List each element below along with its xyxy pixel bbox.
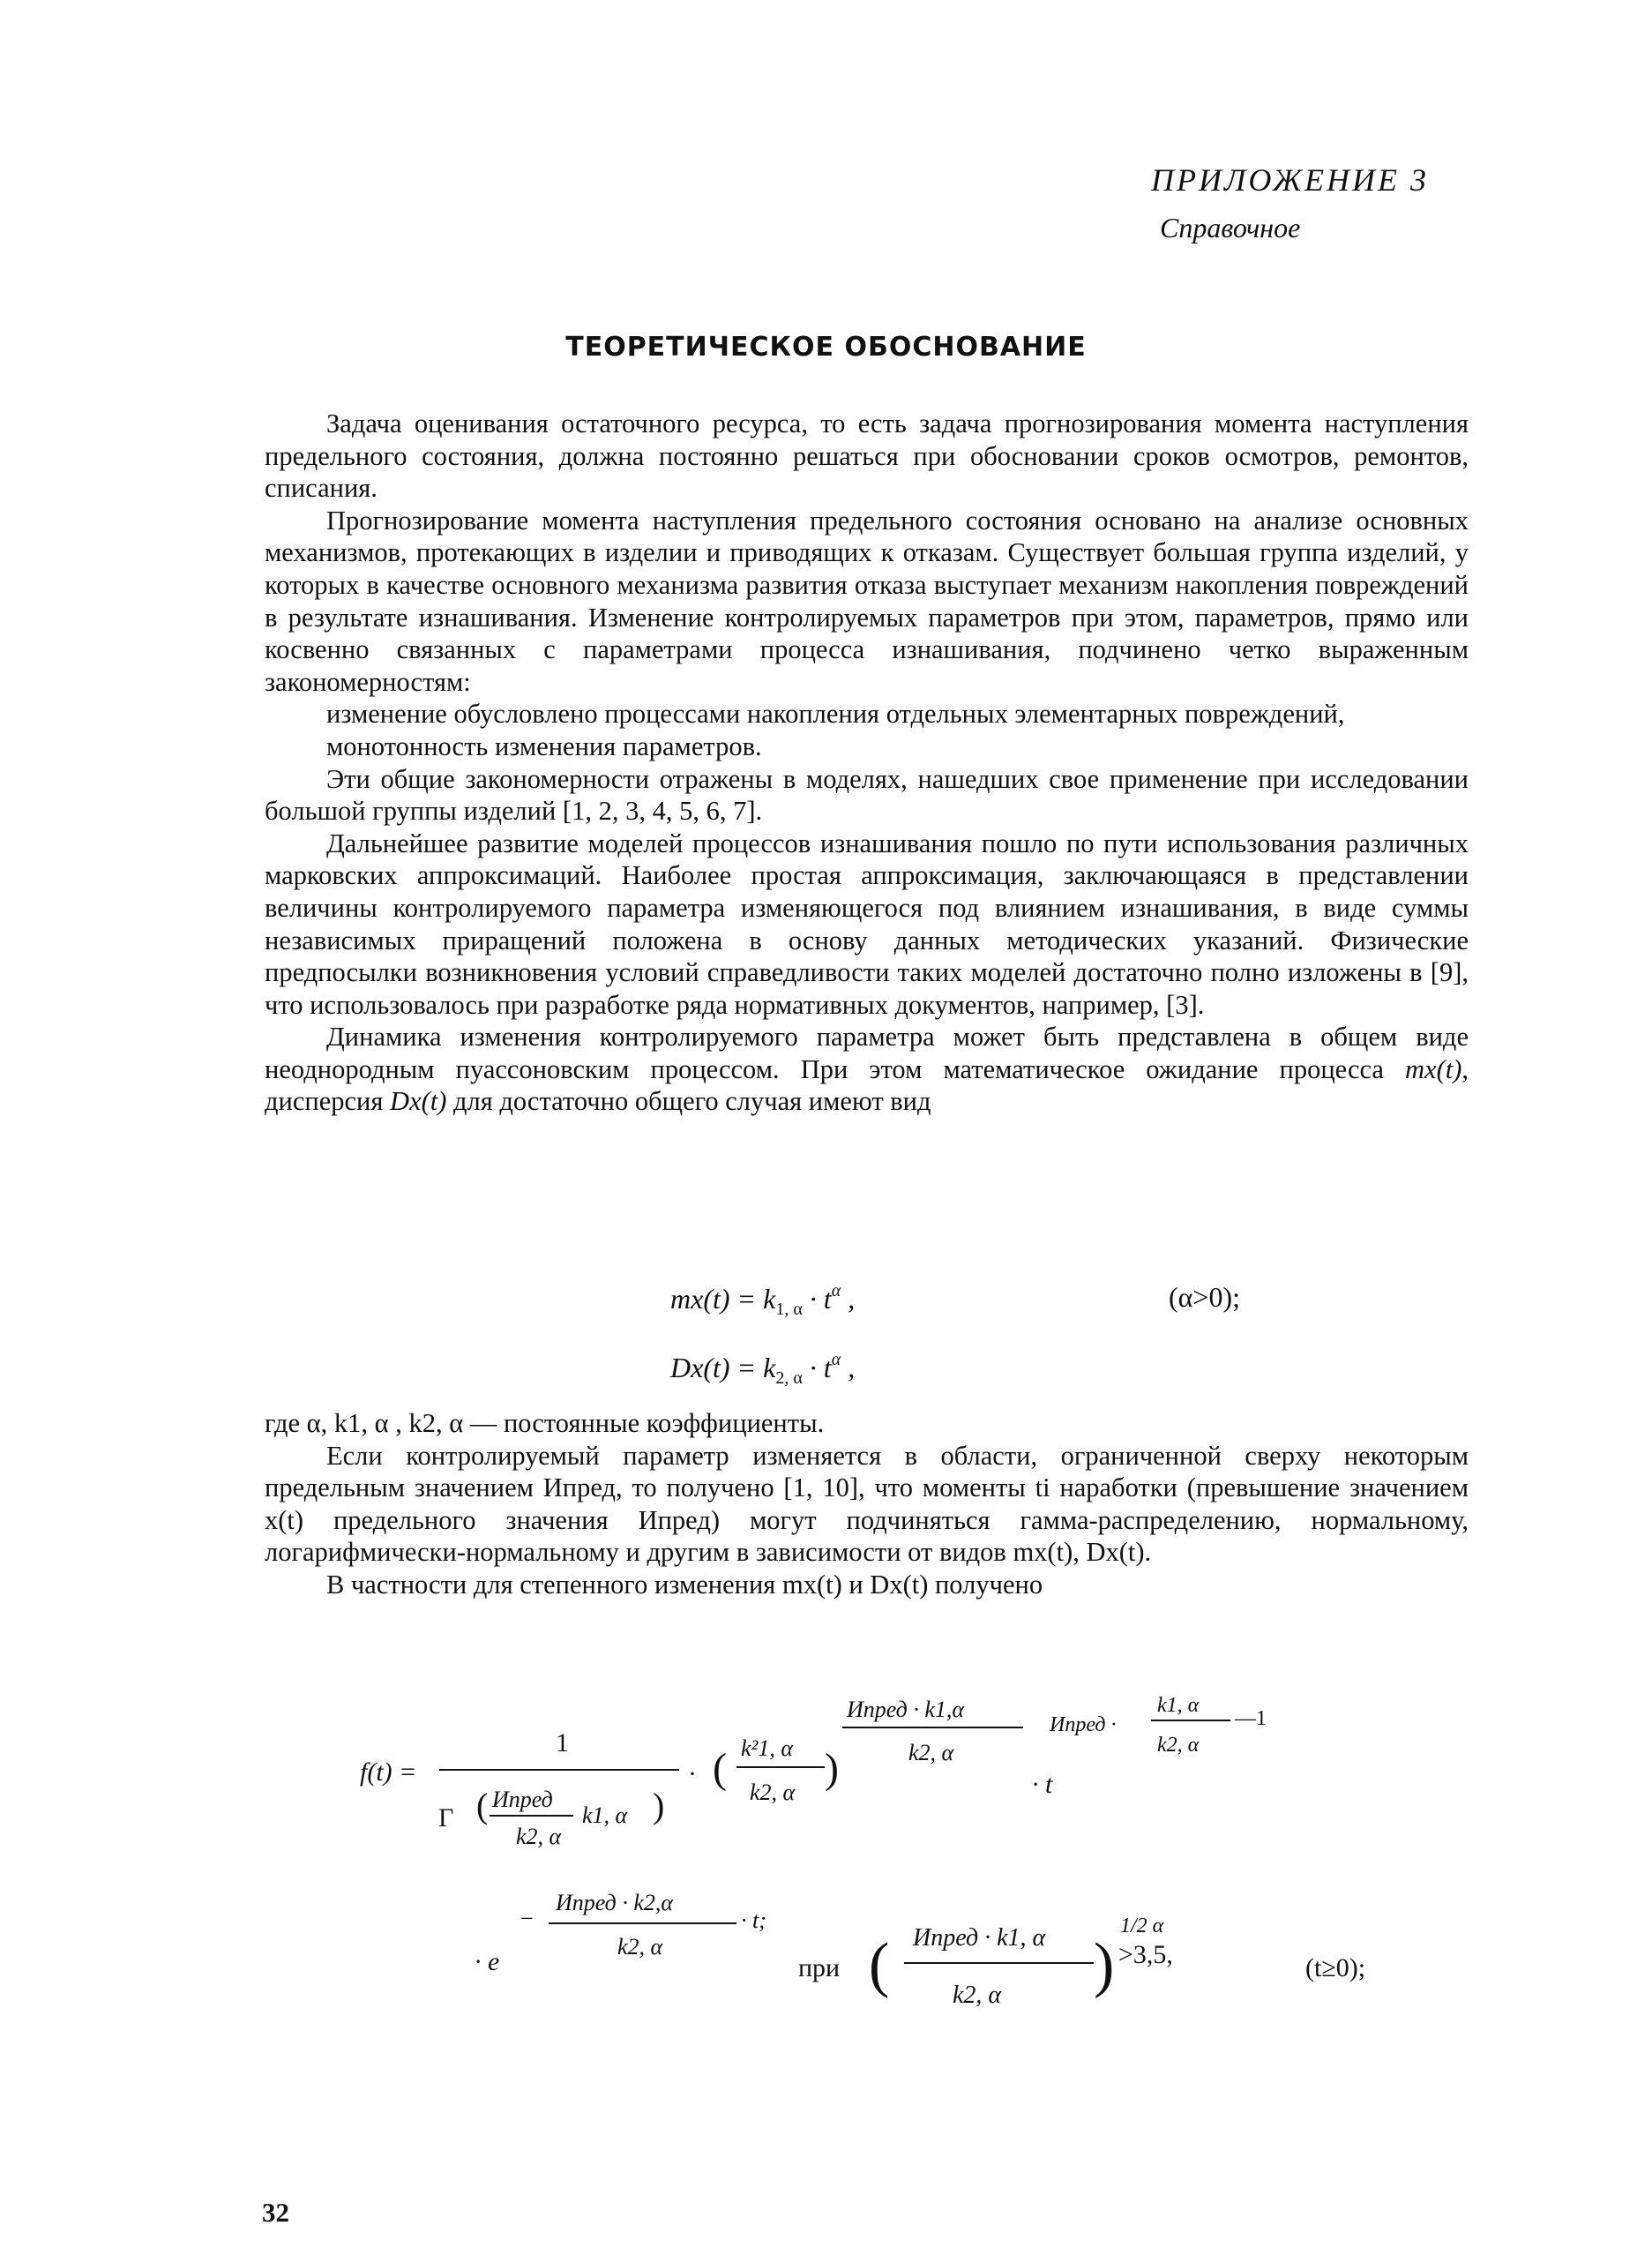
- ipred-exponent: Ипред ·: [1050, 1713, 1117, 1736]
- exponent-denominator: k2, α: [908, 1740, 954, 1765]
- paragraph: Задача оценивания остаточного ресурса, то есть задача прогнозирования момента наступления предельного состояния, должна постоянно решаться при обосновании сроков осмотров, ремонтов, списания.: [265, 408, 1469, 504]
- variance-subscript: 2, α: [775, 1368, 803, 1388]
- cond-numerator: Ипред · k1, α: [913, 1924, 1046, 1952]
- fraction-one: 1: [556, 1728, 569, 1757]
- dynamics-text-1: Динамика изменения контролируемого параметра может быть представлена в общем виде неоднородным пуассоновским процессом. При этом математическое ожидание процесса: [265, 1022, 1469, 1084]
- formula-lhs: f(t) =: [360, 1757, 417, 1787]
- dot-t: · t: [1032, 1770, 1053, 1799]
- list-item: монотонность изменения параметров.: [326, 731, 762, 761]
- dynamics-text-3: для достаточно общего случая имеют вид: [446, 1086, 931, 1117]
- variance-exponent: α: [831, 1350, 841, 1369]
- mean-tail: ,: [841, 1283, 856, 1315]
- left-paren: (: [476, 1786, 489, 1825]
- t-condition: (t≥0);: [1305, 1953, 1366, 1982]
- mean-mid: · t: [802, 1283, 832, 1315]
- paragraph: Прогнозирование момента наступления предельного состояния основано на анализе основных механизмов, протекающих в изделии и приводящих к отказам. Существует большая группа изделий, у которых в качестве основного механизма развития отказа выступает механизм накопления повреждений в результате изнашивания. Изменение контролируемых параметров при этом, параметров, прямо или косвенно связанных с параметрами процесса изнашивания, подчинено четко выраженным закономерностям:: [265, 505, 1469, 697]
- exp2-denominator: k2, α: [617, 1934, 663, 1960]
- k2a-exponent: k2, α: [1157, 1734, 1200, 1757]
- paragraph: Эти общие закономерности отражены в моделях, нашедших свое применение при исследовании большой группы изделий [1, 2, 3, 4, 5, 6, 7].: [265, 763, 1469, 827]
- exp2-numerator: Ипред · k2,α: [556, 1890, 674, 1915]
- mean-lhs: mx(t) = k: [670, 1283, 776, 1315]
- cond-paren-open: (: [869, 1931, 890, 1999]
- minus-one: —1: [1235, 1707, 1267, 1730]
- variance-mid: · t: [802, 1352, 832, 1383]
- dot-e: · e: [475, 1947, 500, 1976]
- pri-word: при: [798, 1953, 841, 1982]
- mean-condition: (α>0);: [1169, 1281, 1241, 1313]
- section-title: ТЕОРЕТИЧЕСКОЕ ОБОСНОВАНИЕ: [565, 332, 1087, 363]
- gamma-symbol: Г: [438, 1803, 454, 1832]
- k1a-squared: k²1, α: [741, 1735, 793, 1761]
- multiply-dot: ·: [688, 1759, 697, 1788]
- list-item: изменение обусловлено процессами накопления отдельных элементарных повреждений,: [326, 699, 1345, 730]
- variance-lhs: Dx(t) = k: [670, 1352, 776, 1383]
- cond-denominator: k2, α: [953, 1982, 1002, 2009]
- k1a-term: k1, α: [582, 1802, 628, 1828]
- dynamics-text-2: , дисперсия: [265, 1053, 1469, 1117]
- right-paren: ): [653, 1786, 665, 1825]
- mean-exponent: α: [831, 1281, 841, 1300]
- variance-symbol: Dx(t): [390, 1086, 447, 1117]
- k2a-denominator: k2, α: [750, 1780, 796, 1805]
- cond-paren-close: ): [1094, 1931, 1115, 1999]
- cond-greater: >3,5,: [1118, 1940, 1173, 1969]
- exp-minus: −: [520, 1906, 534, 1931]
- t-semicolon: · t;: [741, 1907, 766, 1933]
- paren-open-2: (: [713, 1745, 727, 1792]
- cond-exponent: 1/2 α: [1120, 1915, 1164, 1937]
- variance-tail: ,: [841, 1352, 856, 1383]
- page-number: 32: [262, 2197, 289, 2228]
- paragraph: В частности для степенного изменения mx(t) и Dx(t) получено: [326, 1569, 1043, 1600]
- paragraph: Дальнейшее развитие моделей процессов изнашивания пошло по пути использования различных марковских аппроксимаций. Наиболее простая аппроксимация, заключающаяся в представлении величины контролируемого параметра изменяющегося под влиянием изнашивания, в виде суммы независимых приращений положена в основу данных методических указаний. Физические предпосылки возникновения условий справедливости таких моделей достаточно полно изложены в [9], что использовалось при разработке ряда нормативных документов, например, [3].: [265, 828, 1469, 1020]
- k1a-exponent: k1, α: [1157, 1694, 1200, 1717]
- paragraph: Если контролируемый параметр изменяется в области, ограниченной сверху некоторым предельным значением Ипред, то получено [1, 10], что моменты ti наработки (превышение значением x(t) предельного значения Ипред) могут подчиняться гамма-распределению, нормальному, логарифмически-нормальному и другим в зависимости от видов mx(t), Dx(t).: [265, 1440, 1469, 1568]
- ipred-term: Ипред: [492, 1787, 553, 1812]
- where-line: где α, k1, α , k2, α — постоянные коэффициенты.: [265, 1408, 825, 1438]
- mean-symbol: mx(t): [1405, 1053, 1462, 1084]
- reference-type: Справочное: [1160, 212, 1301, 244]
- appendix-label: ПРИЛОЖЕНИЕ 3: [1151, 162, 1429, 198]
- paren-close-2: ): [825, 1745, 839, 1792]
- k2a-term: k2, α: [516, 1824, 562, 1849]
- mean-subscript: 1, α: [775, 1300, 803, 1319]
- exponent-numerator: Ипред · k1,α: [847, 1697, 965, 1722]
